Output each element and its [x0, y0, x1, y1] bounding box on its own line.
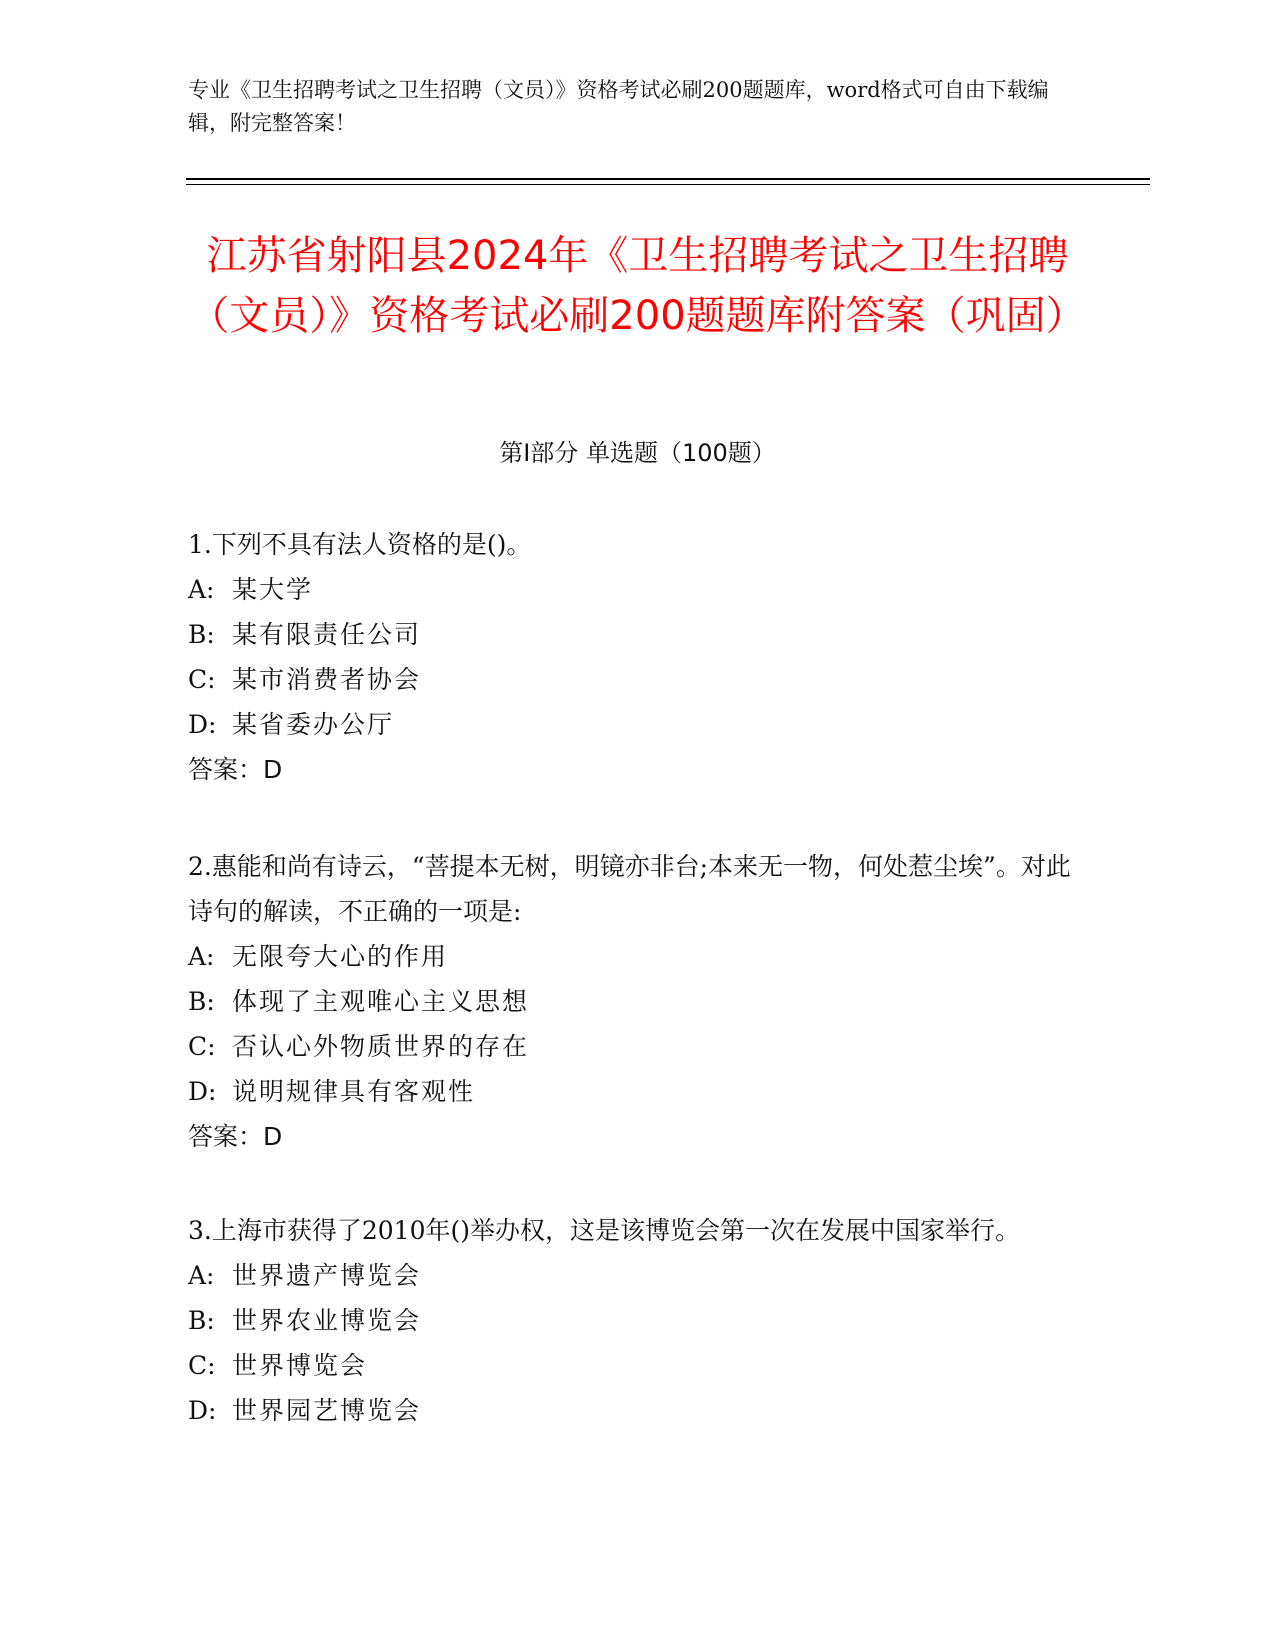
option-b: [188, 979, 1088, 1024]
option-label: D:: [188, 1396, 217, 1425]
question-1: [188, 522, 1088, 792]
option-c: [188, 657, 1088, 702]
option-d: [188, 1069, 1088, 1114]
option-label: A:: [188, 942, 215, 971]
section-title: 第I部分 单选题（100题）: [499, 439, 776, 467]
option-text: 世界遗产博览会: [232, 1261, 422, 1290]
option-label: C:: [188, 1032, 216, 1061]
question-stem: 1.下列不具有法人资格的是()。: [188, 530, 532, 559]
option-b: [188, 612, 1088, 657]
option-text: 说明规律具有客观性: [232, 1077, 476, 1106]
option-label: A:: [188, 1261, 215, 1290]
option-d: [188, 702, 1088, 747]
option-text: 体现了主观唯心主义思想: [232, 987, 530, 1016]
document-title: 江苏省射阳县2024年《卫生招聘考试之卫生招聘（文员）》资格考试必刷200题题库附答案（巩固）: [189, 233, 1086, 339]
question-stem: 2.惠能和尚有诗云，“菩提本无树，明镜亦非台;本来无一物，何处惹尘埃”。对此诗句的解读，不正确的一项是:: [188, 852, 1071, 926]
option-text: 世界园艺博览会: [232, 1396, 422, 1425]
header-rule-thick: [186, 178, 1150, 180]
option-text: 某市消费者协会: [232, 665, 422, 694]
option-label: D:: [188, 710, 217, 739]
answer: 答案：D: [188, 1122, 283, 1151]
option-text: 某大学: [232, 575, 314, 604]
option-text: 否认心外物质世界的存在: [232, 1032, 530, 1061]
option-label: C:: [188, 1351, 216, 1380]
header-rule-thin: [186, 184, 1150, 185]
option-d: [188, 1388, 1088, 1433]
option-text: 世界农业博览会: [232, 1306, 422, 1335]
option-a: [188, 934, 1088, 979]
option-text: 世界博览会: [232, 1351, 368, 1380]
option-label: B:: [188, 1306, 215, 1335]
option-label: A:: [188, 575, 215, 604]
option-label: C:: [188, 665, 216, 694]
option-c: [188, 1024, 1088, 1069]
option-a: [188, 567, 1088, 612]
option-label: B:: [188, 987, 215, 1016]
option-label: B:: [188, 620, 215, 649]
option-text: 某省委办公厅: [232, 710, 395, 739]
option-a: [188, 1253, 1088, 1298]
question-2: [188, 844, 1088, 1159]
question-3: [188, 1208, 1088, 1433]
option-label: D:: [188, 1077, 217, 1106]
option-text: 无限夸大心的作用: [232, 942, 449, 971]
question-stem: 3.上海市获得了2010年()举办权，这是该博览会第一次在发展中国家举行。: [188, 1216, 1020, 1245]
option-b: [188, 1298, 1088, 1343]
option-text: 某有限责任公司: [232, 620, 422, 649]
option-c: [188, 1343, 1088, 1388]
header-note: 专业《卫生招聘考试之卫生招聘（文员）》资格考试必刷200题题库，word格式可自由下载编辑，附完整答案！: [188, 78, 1049, 135]
answer: 答案：D: [188, 755, 283, 784]
